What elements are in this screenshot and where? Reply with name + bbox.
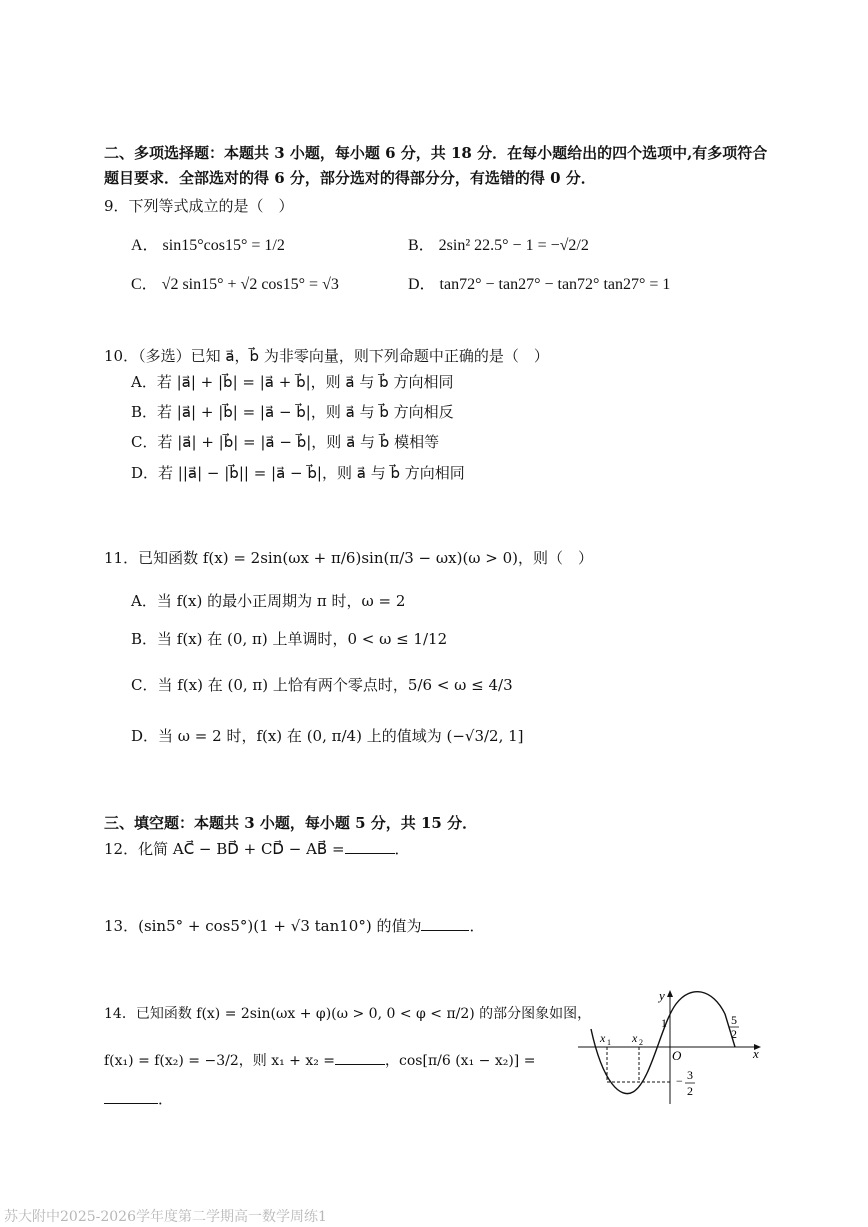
one-label: 1 xyxy=(661,1016,667,1030)
q12 xyxy=(104,838,410,859)
footer-watermark: 苏大附中2025-2026学年度第二学期高一数学周练1 xyxy=(4,1209,327,1225)
three-half-numerator: 3 xyxy=(687,1068,693,1082)
q10-option-b: B．若 |a⃗| + |b⃗| = |a⃗ − b⃗|，则 a⃗ 与 b⃗ 方向相反 xyxy=(131,403,454,421)
q14-text-b: ，cos[π/6 (x₁ − x₂)] = xyxy=(385,1053,536,1069)
q11-option-d: D．当 ω = 2 时，f(x) 在 (0, π/4) 上的值域为 (−√3/2, 1] xyxy=(131,727,524,745)
five-half-numerator: 5 xyxy=(731,1013,737,1027)
q11-option-b: B．当 f(x) 在 (0, π) 上单调时，0 < ω ≤ 1/12 xyxy=(131,630,448,648)
origin-label: O xyxy=(672,1048,682,1063)
y-label: y xyxy=(659,988,665,1003)
q10-option-a: A．若 |a⃗| + |b⃗| = |a⃗ + b⃗|，则 a⃗ 与 b⃗ 方向相同 xyxy=(131,373,454,391)
three-half-denominator: 2 xyxy=(687,1084,693,1098)
q13 xyxy=(104,915,485,936)
q14-end: ． xyxy=(158,1090,174,1108)
section3-header: 三、填空题：本题共 3 小题，每小题 5 分，共 15 分． xyxy=(104,814,478,832)
q14-line3 xyxy=(104,1088,173,1109)
neg-sign: − xyxy=(676,1074,683,1088)
q10-stem: 10．（多选）已知 a⃗，b⃗ 为非零向量，则下列命题中正确的是（ ） xyxy=(104,347,549,365)
x1-subscript: 1 xyxy=(607,1038,611,1047)
x2-subscript: 2 xyxy=(639,1038,643,1047)
q11-stem: 11．已知函数 f(x) = 2sin(ωx + π/6)sin(π/3 − ωx)(ω > 0)，则（ ） xyxy=(104,549,594,567)
q14-line1: 14．已知函数 f(x) = 2sin(ωx + φ)(ω > 0, 0 < φ < π/2) 的部分图象如图， xyxy=(104,1006,592,1022)
q9-option-a: A． sin15°cos15° = 1/2 xyxy=(131,237,285,254)
q9-option-c: C． √2 sin15° + √2 cos15° = √3 xyxy=(131,276,339,293)
q14-line2 xyxy=(104,1050,535,1070)
q13-end: ． xyxy=(469,917,485,935)
q10-option-c: C．若 |a⃗| + |b⃗| = |a⃗ − b⃗|，则 a⃗ 与 b⃗ 模相等 xyxy=(131,433,440,451)
q13-text: 13．(sin5° + cos5°)(1 + √3 tan10°) 的值为 xyxy=(104,917,422,935)
q14-answer-blank-2[interactable] xyxy=(104,1089,158,1104)
q9-option-d: D． tan72° − tan27° − tan72° tan27° = 1 xyxy=(408,276,671,293)
q9-option-b: B． 2sin² 22.5° − 1 = −√2/2 xyxy=(408,237,589,254)
y-axis-arrow xyxy=(667,990,673,997)
x2-label: x xyxy=(632,1031,638,1045)
q11-option-a: A．当 f(x) 的最小正周期为 π 时，ω = 2 xyxy=(131,592,406,610)
sine-curve xyxy=(591,992,735,1094)
q9-stem: 9．下列等式成立的是（ ） xyxy=(104,197,294,215)
x1-label: x xyxy=(600,1031,606,1045)
q14-text-a: f(x₁) = f(x₂) = −3/2，则 x₁ + x₂ = xyxy=(104,1053,336,1069)
q11-option-c: C．当 f(x) 在 (0, π) 上恰有两个零点时，5/6 < ω ≤ 4/3 xyxy=(131,676,513,694)
q14-answer-blank-1[interactable] xyxy=(335,1050,385,1065)
five-half-denominator: 2 xyxy=(731,1027,737,1041)
q12-text: 12．化简 AC⃗ − BD⃗ + CD⃗ − AB⃗ = xyxy=(104,840,345,858)
x-label: x xyxy=(753,1046,759,1061)
q10-option-d: D．若 ||a⃗| − |b⃗|| = |a⃗ − b⃗|，则 a⃗ 与 b⃗ 方向相同 xyxy=(131,464,465,482)
q12-answer-blank[interactable] xyxy=(345,839,395,854)
q13-answer-blank[interactable] xyxy=(421,916,469,931)
q14-graph xyxy=(573,984,773,1109)
section2-header-line1: 二、多项选择题：本题共 3 小题，每小题 6 分，共 18 分．在每小题给出的四个选项中,有多项符合 xyxy=(104,144,768,162)
q12-end: ． xyxy=(394,840,410,858)
section2-header-line2: 题目要求．全部选对的得 6 分，部分选对的得部分分，有选错的得 0 分． xyxy=(104,169,596,187)
